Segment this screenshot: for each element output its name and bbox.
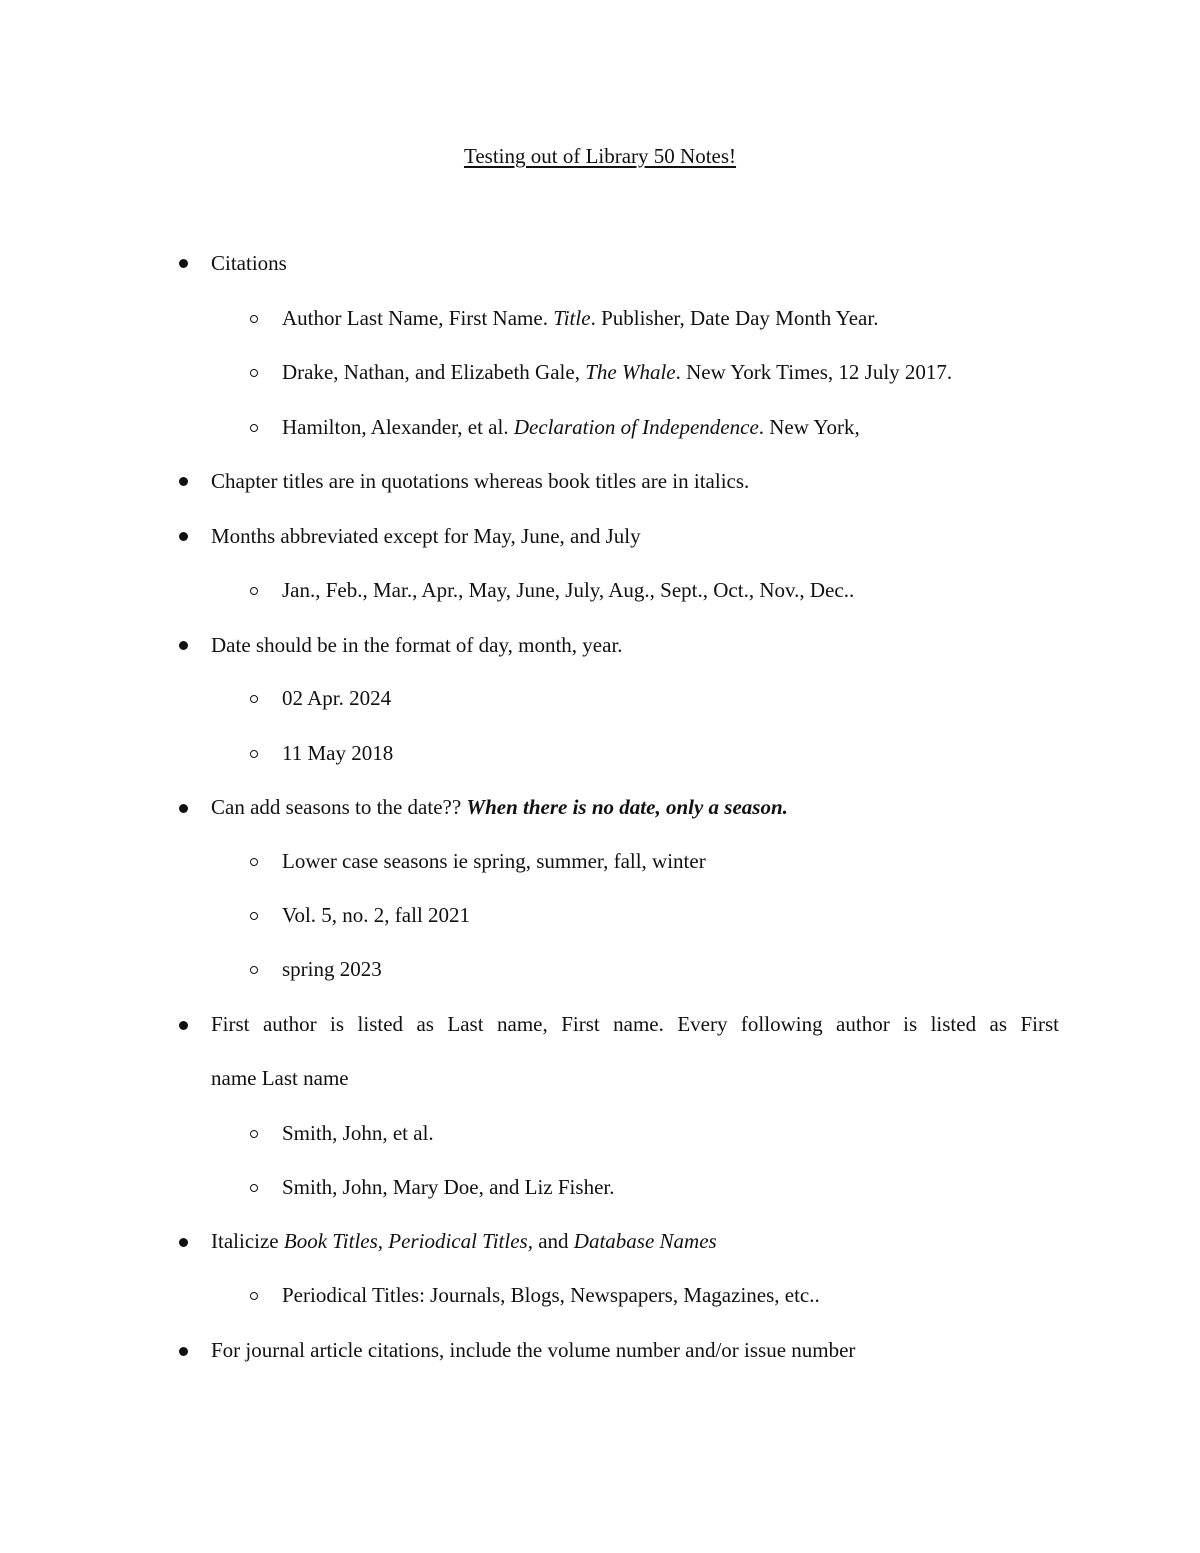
italic-text: Declaration of Independence — [513, 415, 759, 439]
bullet-icon — [179, 259, 188, 268]
hollow-bullet-icon — [250, 1184, 258, 1192]
hollow-bullet-icon — [250, 695, 258, 703]
bullet-icon — [179, 532, 188, 541]
bullet-icon — [179, 641, 188, 650]
list-item-citation-example-2 — [282, 411, 860, 443]
list-item-season-example-3: spring 2023 — [282, 957, 382, 981]
hollow-bullet-icon — [250, 750, 258, 758]
list-item-journal-citations: For journal article citations, include the volume number and/or issue number — [211, 1338, 856, 1362]
hollow-bullet-icon — [250, 315, 258, 323]
list-item-chapter-titles: Chapter titles are in quotations whereas book titles are in italics. — [211, 469, 750, 493]
list-item-citation-example-1 — [282, 356, 952, 388]
hollow-bullet-icon — [250, 858, 258, 866]
text: . New York Times, 12 July 2017. — [675, 360, 953, 384]
hollow-bullet-icon — [250, 424, 258, 432]
text: Drake, Nathan, and Elizabeth Gale, — [282, 360, 586, 384]
bullet-icon — [179, 1347, 188, 1356]
hollow-bullet-icon — [250, 587, 258, 595]
list-item-seasons — [211, 791, 788, 823]
list-item-citation-format — [282, 302, 878, 334]
bullet-icon — [179, 804, 188, 813]
italic-text: Book Titles, Periodical Titles, — [283, 1229, 533, 1253]
list-item-citations: Citations — [211, 251, 287, 275]
hollow-bullet-icon — [250, 966, 258, 974]
list-item-date-format: Date should be in the format of day, month, year. — [211, 633, 623, 657]
page-title: Testing out of Library 50 Notes! — [463, 144, 737, 168]
text: and — [532, 1229, 574, 1253]
bullet-icon — [179, 1238, 188, 1247]
list-item-author-example-2: Smith, John, Mary Doe, and Liz Fisher. — [282, 1175, 615, 1199]
list-item-italicize — [211, 1225, 717, 1257]
text: . Publisher, Date Day Month Year. — [590, 306, 879, 330]
text: Author Last Name, First Name. — [282, 306, 554, 330]
list-item-season-example-2: Vol. 5, no. 2, fall 2021 — [282, 903, 471, 927]
bullet-icon — [179, 477, 188, 486]
list-item-authors-line-2: name Last name — [211, 1066, 349, 1090]
bold-italic-text: When there is no date, only a season. — [466, 795, 788, 819]
list-item-season-example-1: Lower case seasons ie spring, summer, fall, winter — [282, 849, 706, 873]
list-item-date-example-1: 02 Apr. 2024 — [282, 686, 392, 710]
hollow-bullet-icon — [250, 912, 258, 920]
text: . New York, — [758, 415, 860, 439]
list-item-authors-line-1: First author is listed as Last name, First name. Every following author is listed as First — [211, 1012, 1059, 1036]
hollow-bullet-icon — [250, 1292, 258, 1300]
bullet-icon — [179, 1021, 188, 1030]
list-item-date-example-2: 11 May 2018 — [282, 741, 394, 765]
italic-text: Title — [553, 306, 591, 330]
italic-text: The Whale — [585, 360, 676, 384]
text: Hamilton, Alexander, et al. — [282, 415, 514, 439]
list-item-month-abbreviations: Jan., Feb., Mar., Apr., May, June, July, Aug., Sept., Oct., Nov., Dec.. — [282, 578, 855, 602]
hollow-bullet-icon — [250, 369, 258, 377]
list-item-author-example-1: Smith, John, et al. — [282, 1121, 434, 1145]
italic-text: Database Names — [573, 1229, 717, 1253]
text: Can add seasons to the date?? — [211, 795, 467, 819]
text: Italicize — [211, 1229, 284, 1253]
list-item-periodical-titles: Periodical Titles: Journals, Blogs, Newspapers, Magazines, etc.. — [282, 1283, 820, 1307]
list-item-months: Months abbreviated except for May, June, and July — [211, 524, 641, 548]
hollow-bullet-icon — [250, 1130, 258, 1138]
